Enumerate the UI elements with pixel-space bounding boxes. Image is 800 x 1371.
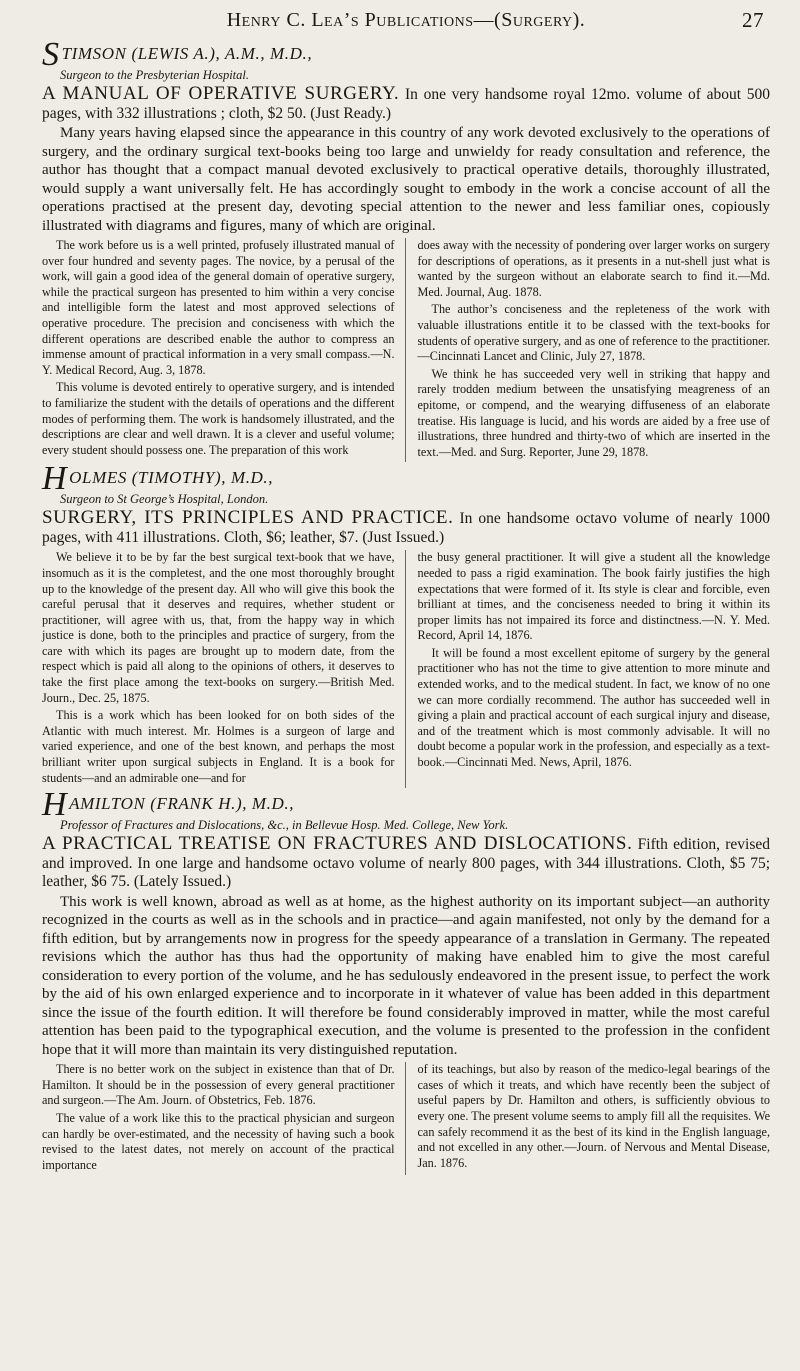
review-excerpt: of its teachings, but also by reason of the medico-legal bearings of the cases of which it treats, and which have recently been the subject of useful papers by Dr. Hamilton and others, is sufficiently obvious to every one. The present volume seems to amply fill all the requisites. We can safely recommend it as the best of its kind in the English language, and not excelled in any other.—Journ. of Nervous and Mental Disease, Jan. 1876. <box>417 1062 770 1170</box>
review-column-right <box>418 238 771 462</box>
review-column-left <box>42 550 406 788</box>
review-column-left <box>42 238 406 462</box>
review-excerpt: We believe it to be by far the best surgical text-book that we have, insomuch as it is the completest, and the one most thoroughly brought up to the knowledge of the present day. All who will give this book the careful perusal that it deserves and requires, whether student or practitioner, will agree with us, that, from the happy way in which justice is done, both to the principles and practice of surgery, from the care with which its pages are brought up to modern date, from the respect which is paid all along to the opinions of others, it deserves to take the first place among the text-books on surgery.—British Med. Journ., Dec. 25, 1875. <box>42 550 395 705</box>
book-description: Many years having elapsed since the appearance in this country of any work devoted exclusively to the operations of surgery, and the ordinary surgical text-books being too large and unwieldy for ready consultation and reference, the author has thought that a compact manual devoted exclusively to practical operative details, thoroughly illustrated, would supply a want universally felt. He has accordingly sought to embody in the work a concise account of all the operations practised at the present day, devoting special attention to the newer and less familiar ones, copiously illustrated with diagrams and figures, many of which are original. <box>42 125 770 234</box>
review-columns <box>42 550 770 788</box>
book-listing <box>42 85 770 123</box>
running-head-title: Henry C. Lea’s Publications—(Surgery). <box>226 9 586 31</box>
review-columns <box>42 1062 770 1175</box>
drop-initial: S <box>42 36 60 73</box>
review-column-right <box>418 1062 771 1175</box>
drop-initial: H <box>42 460 68 498</box>
review-column-left <box>42 1062 406 1175</box>
review-excerpt: The value of a work like this to the practical physician and surgeon can hardly be over-estimated, and the necessity of having such a book revised to the latest dates, not merely on account of the practical importance <box>42 1111 395 1172</box>
author-heading <box>42 460 770 498</box>
author-affiliation: Surgeon to the Presbyterian Hospital. <box>60 68 249 82</box>
running-head <box>42 0 770 40</box>
review-excerpt: This is a work which has been looked for on both sides of the Atlantic with much interest. Mr. Holmes is a surgeon of large and varied experience, and one of the best known, and perhaps the most brilliant writer upon surgical subjects in England. It is a book for students—and an admirable one—and for <box>42 708 395 785</box>
book-details: In one very handsome royal 12mo. volume of about 500 pages, with 332 illustrations ; cloth, $2 50. (Just Ready.) <box>42 86 770 122</box>
review-excerpt: does away with the necessity of pondering over larger works on surgery for descriptions of operations, as it presents in a nut-shell just what is wanted by the surgeon without an elaborate search to find it.—Md. Med. Journal, Aug. 1878. <box>417 238 770 299</box>
review-excerpt: The work before us is a well printed, profusely illustrated manual of over four hundred and seventy pages. The novice, by a perusal of the work, will gain a good idea of the general domain of operative surgery, while the practical surgeon has presented to him within a very concise and intelligible form the latest and most approved selections of operative procedure. The precision and conciseness with which the different operations are described enable the author to compress an immense amount of practical information in a very small compass.—N. Y. Medical Record, Aug. 3, 1878. <box>42 238 395 377</box>
book-title: A PRACTICAL TREATISE ON FRACTURES AND DISLOCATIONS. <box>42 833 633 855</box>
author-name: AMILTON (FRANK H.), M.D., <box>69 794 295 814</box>
entry-hamilton <box>42 786 771 1175</box>
review-column-right <box>418 550 771 788</box>
review-excerpt: There is no better work on the subject in existence than that of Dr. Hamilton. It should be in the possession of every general practitioner and surgeon.—The Am. Journ. of Obstetrics, Feb. 1876. <box>42 1062 395 1108</box>
book-title: A MANUAL OF OPERATIVE SURGERY. <box>42 83 400 104</box>
book-listing <box>42 835 770 892</box>
book-title: SURGERY, ITS PRINCIPLES AND PRACTICE. <box>42 507 454 529</box>
entry-holmes <box>42 460 770 788</box>
review-excerpt: the busy general practitioner. It will give a student all the knowledge needed to pass a rigid examination. The book fairly justifies the high expectations that were formed of it. Its style is clear and forcible, even brilliant at times, and the conciseness needed to bring it within its proper limits has not impaired its force and distinctness.—N. Y. Med. Record, April 14, 1876. <box>417 550 770 643</box>
author-name: OLMES (TIMOTHY), M.D., <box>69 468 274 488</box>
author-heading <box>42 786 770 824</box>
review-excerpt: We think he has succeeded very well in striking that happy and rarely trodden medium between the unsatisfying meagreness of an epitome, or compend, and the wearying diffuseness of an elaborate treatise. His language is lucid, and his words are aided by a free use of illustrations, three hundred and thirty-two of which are inserted in the text.—Med. and Surg. Reporter, June 29, 1878. <box>417 366 770 459</box>
author-affiliation: Surgeon to St George’s Hospital, London. <box>60 492 269 507</box>
review-excerpt: The author’s conciseness and the repleteness of the work with valuable illustrations entitle it to be classed with the text-books for students of operative surgery, and as one of reference to the practitioner.—Cincinnati Lancet and Clinic, July 27, 1878. <box>417 302 770 364</box>
book-details: In one handsome octavo volume of nearly 1000 pages, with 411 illustrations. Cloth, $6; leather, $7. (Just Issued.) <box>42 510 770 546</box>
review-excerpt: It will be found a most excellent epitome of surgery by the general practitioner who has not the time to give attention to more minute and extended works, and to the medical student. In fact, we know of no one we can more cordially recommend. The author has succeeded well in giving a plain and practical account of each surgical injury and disease, and of the treatment which is most commonly advisable. It will no doubt become a popular work in the profession, and especially as a text-book.—Cincinnati Med. News, April, 1876. <box>417 645 770 770</box>
author-name: TIMSON (LEWIS A.), A.M., M.D., <box>61 44 313 63</box>
entry-stimson <box>42 36 770 462</box>
book-details: Fifth edition, revised and improved. In one large and handsome octavo volume of nearly 800 pages, with 344 illustrations. Cloth, $5 75; leather, $6 75. (Lately Issued.) <box>42 836 771 891</box>
book-listing <box>42 509 770 547</box>
author-heading <box>42 36 770 73</box>
review-columns <box>42 238 770 462</box>
drop-initial: H <box>42 786 68 824</box>
author-affiliation: Professor of Fractures and Dislocations, &c., in Bellevue Hosp. Med. College, New York. <box>60 818 509 833</box>
page-number: 27 <box>742 8 764 32</box>
review-excerpt: This volume is devoted entirely to operative surgery, and is intended to familiarize the student with the details of operations and the different modes of performing them. The work is handsomely illustrated, and the descriptions are clear and well drawn. It is a clever and useful volume; every student should possess one. The preparation of this work <box>42 380 395 457</box>
book-description: This work is well known, abroad as well as at home, as the highest authority on its important subject—an authority recognized in the courts as well as in the schools and in practice—and again manifested, not only by the demand for a fifth edition, but by arrangements now in progress for the speedy appearance of a translation in Germany. The repeated revisions which the author has thus had the opportunity of making have enabled him to give the most careful consideration to every portion of the volume, and he has sedulously endeavored in the present issue, to perfect the work by the aid of his own enlarged experience and to incorporate in it whatever of value has been added in this department since the issue of the fourth edition. It will therefore be found considerably improved in matter, while the most careful attention has been paid to the typographical execution, and the volume is presented to the profession in the confident hope that it will more than maintain its very distinguished reputation. <box>42 893 770 1058</box>
